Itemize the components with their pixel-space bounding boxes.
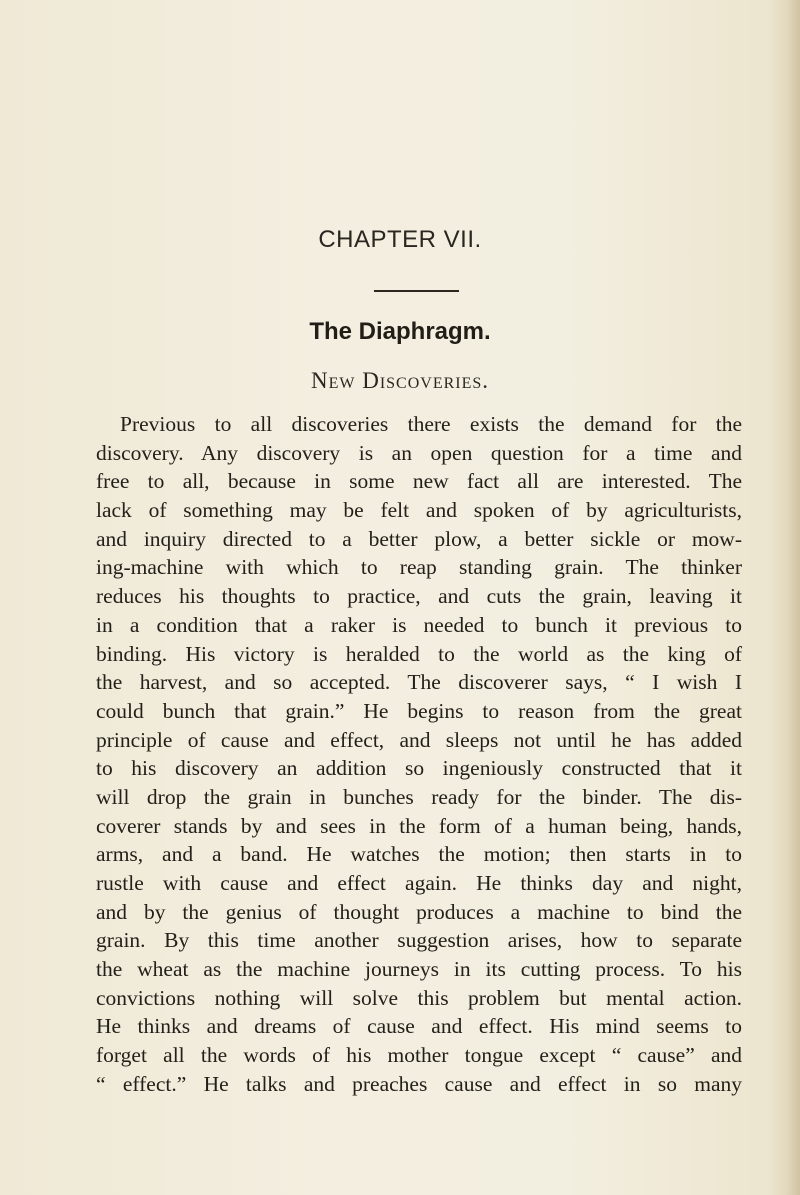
text-line: coverer stands by and sees in the form of a human being, hands, — [96, 813, 742, 838]
text-line: principle of cause and effect, and sleeps not until he has added — [96, 727, 742, 752]
text-line: convictions nothing will solve this problem but mental action. — [96, 985, 742, 1010]
text-line: free to all, because in some new fact all are interested. The — [96, 469, 742, 494]
text-line: could bunch that grain.” He begins to reason from the great — [96, 698, 742, 723]
text-line: in a condition that a raker is needed to bunch it previous to — [96, 612, 742, 637]
text-line: Previous to all discoveries there exists the demand for the — [120, 412, 742, 436]
text-line: lack of something may be felt and spoken of by agriculturists, — [96, 498, 742, 523]
text-line: binding. His victory is heralded to the world as the king of — [96, 641, 742, 666]
section-heading: New Discoveries. — [310, 368, 490, 393]
text-line: discovery. Any discovery is an open question for a time and — [96, 440, 742, 465]
text-line: arms, and a band. He watches the motion; then starts in to — [96, 842, 742, 867]
text-line: forget all the words of his mother tongue except “ cause” and — [96, 1043, 742, 1068]
text-line: will drop the grain in bunches ready for the binder. The dis- — [96, 784, 742, 809]
body-paragraph — [96, 410, 742, 1099]
chapter-title: The Diaphragm. — [309, 318, 491, 345]
text-line: grain. By this time another suggestion arises, how to separate — [96, 928, 742, 953]
text-line: the harvest, and so accepted. The discoverer says, “ I wish I — [96, 670, 742, 695]
text-line: “ effect.” He talks and preaches cause and effect in so many — [96, 1071, 742, 1096]
page-edge-shadow — [786, 0, 800, 1195]
chapter-heading: CHAPTER VII. — [318, 226, 482, 253]
text-line: and by the genius of thought produces a machine to bind the — [96, 899, 742, 924]
text-line: and inquiry directed to a better plow, a better sickle or mow- — [96, 526, 742, 551]
text-line: the wheat as the machine journeys in its cutting process. To his — [96, 957, 742, 982]
heading-divider — [374, 290, 459, 292]
text-line: ing-machine with which to reap standing grain. The thinker — [96, 555, 742, 580]
text-line: rustle with cause and effect again. He thinks day and night, — [96, 871, 742, 895]
text-line: to his discovery an addition so ingeniously constructed that it — [96, 756, 742, 781]
text-line: He thinks and dreams of cause and effect. His mind seems to — [96, 1014, 742, 1039]
text-line: reduces his thoughts to practice, and cuts the grain, leaving it — [96, 584, 742, 609]
